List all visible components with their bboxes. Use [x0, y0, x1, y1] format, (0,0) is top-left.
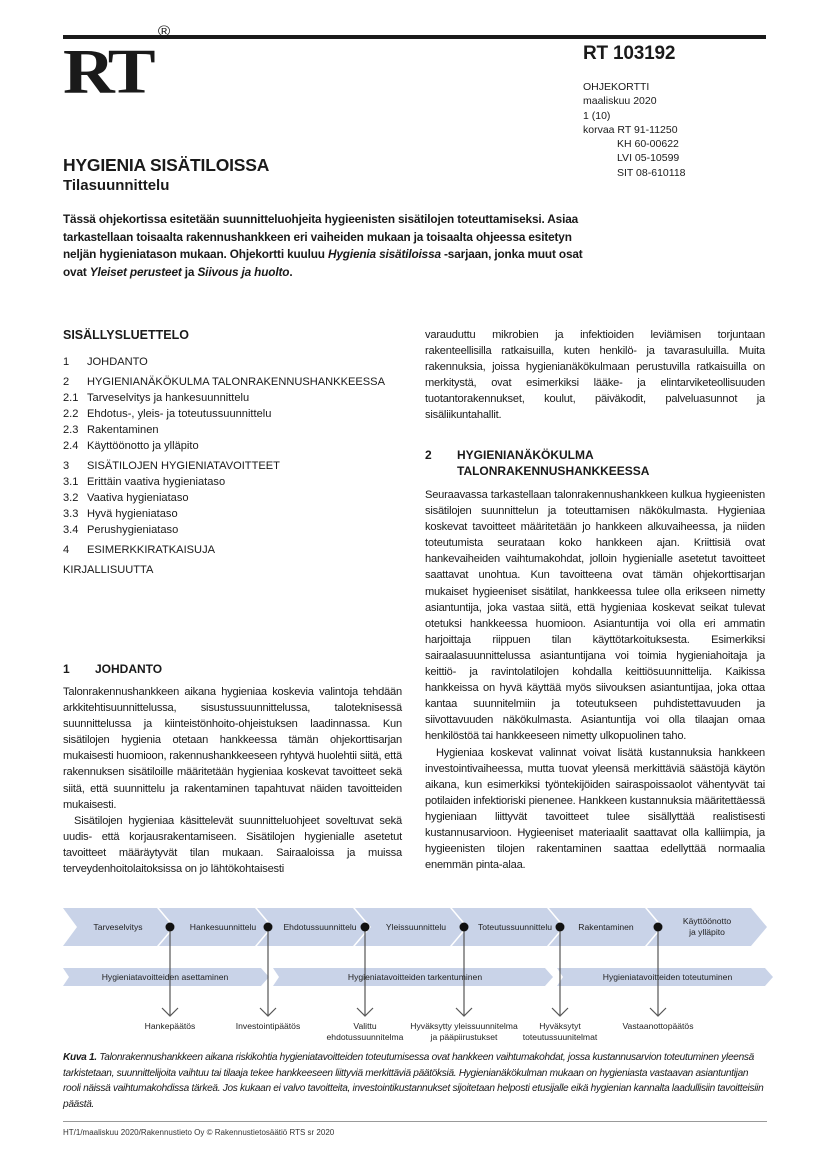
- page-footer: HT/1/maaliskuu 2020/Rakennustieto Oy © Rakennustietosäätiö RTS sr 2020: [63, 1128, 335, 1137]
- toc-item[interactable]: [63, 390, 385, 406]
- table-of-contents: [63, 354, 385, 578]
- toc-num: 3: [63, 460, 70, 472]
- section-title: TALONRAKENNUSHANKKEESSA: [457, 464, 650, 478]
- toc-label: Vaativa hygieniataso: [87, 492, 189, 504]
- figure-caption: [63, 1050, 767, 1112]
- toc-item[interactable]: [63, 458, 385, 474]
- phase-label: Tarveselvitys: [93, 922, 143, 932]
- toc-num: 2: [63, 376, 70, 388]
- toc-label: HYGIENIANÄKÖKULMA TALONRAKENNUSHANKKEESSA: [87, 376, 385, 388]
- toc-label: Tarveselvitys ja hankesuunnittelu: [87, 392, 250, 404]
- toc-num: 2.1: [63, 392, 79, 404]
- decision-label-line: ehdotussuunnitelma: [326, 1032, 404, 1042]
- paragraph: Sisätilojen hygieniaa käsittelevät suunnitteluohjeet soveltuvat sekä uudis- että korjausrakentamiseen. Sisätilojen hygienialle asetetut tavoitteet määräytyvät tilan mukaan. Sairaaloissa ja muissa terveydenhoitolaitoksissa on jo lähtökohtaisesti: [63, 814, 402, 876]
- replaces-item: SIT 08-610118: [617, 166, 686, 179]
- toc-item[interactable]: [63, 542, 385, 558]
- phase-label-line: ja ylläpito: [689, 927, 725, 937]
- section-1-heading: [63, 661, 162, 677]
- toc-item[interactable]: [63, 522, 385, 538]
- decision-label-line: ja pääpiirustukset: [430, 1032, 498, 1042]
- footer-rule: [63, 1121, 767, 1122]
- replaces-label: korvaa RT 91-11250: [583, 123, 678, 136]
- decision-label-line: Vastaanottopäätös: [622, 1021, 694, 1031]
- decision-label-line: Hyväksytyt: [539, 1021, 581, 1031]
- toc-num: 3.2: [63, 492, 79, 504]
- rt-logo: [63, 23, 171, 107]
- toc-num: 3.4: [63, 524, 79, 536]
- decision-label: [613, 1021, 703, 1032]
- toc-item[interactable]: [63, 474, 385, 490]
- decision-label-line: Investointipäätös: [235, 1021, 301, 1031]
- toc-label: Perushygieniataso: [87, 524, 179, 536]
- caption-label: Kuva 1.: [63, 1052, 97, 1063]
- decision-label-line: Hankepäätös: [144, 1021, 196, 1031]
- toc-item[interactable]: [63, 490, 385, 506]
- paragraph: varauduttu mikrobien ja infektioiden leviämisen torjuntaan rakenteellisilla ratkaisuilla, kuten henkilö- ja tavarasuluilla. Muita rakennuksia, joissa hygienianäkökulmaan perustuvilla ratkaisuilla on merkitystä, ovat esimerkiksi lääke- ja elintarviketeollisuuden tuotantorakennukset, koulut, päiväkodit, palveluasunnot ja sisäliikuntahallit.: [425, 329, 765, 422]
- toc-num: 1: [63, 356, 70, 368]
- section-title: JOHDANTO: [95, 662, 163, 676]
- section-number: 2: [425, 448, 432, 462]
- toc-num: 3.3: [63, 508, 79, 520]
- toc-label: Hyvä hygieniataso: [87, 508, 178, 520]
- decision-label: [317, 1021, 413, 1043]
- decision-label: [510, 1021, 610, 1043]
- lead-paragraph: [63, 211, 593, 281]
- toc-num: 2.3: [63, 424, 79, 436]
- toc-num: 2.2: [63, 408, 79, 420]
- decision-label: [218, 1021, 318, 1032]
- toc-label: Rakentaminen: [87, 424, 159, 436]
- toc-item[interactable]: [63, 406, 385, 422]
- document-number: RT 103192: [583, 43, 676, 64]
- toc-item[interactable]: [63, 506, 385, 522]
- section-title: HYGIENIANÄKÖKULMA: [457, 448, 594, 462]
- decision-label-line: Hyväksytty yleissuunnitelma: [410, 1021, 518, 1031]
- toc-label: Erittäin vaativa hygieniataso: [87, 476, 226, 488]
- phase-label: Hankesuunnittelu: [189, 922, 257, 932]
- toc-label: ESIMERKKIRATKAISUJA: [87, 544, 216, 556]
- lead-text: .: [289, 264, 293, 279]
- stage-label: Hygieniatavoitteiden tarkentuminen: [347, 972, 483, 982]
- toc-num: 3.1: [63, 476, 79, 488]
- toc-heading: SISÄLLYSLUETTELO: [63, 328, 189, 342]
- decision-label: [130, 1021, 210, 1032]
- phase-label: Ehdotussuunnittelu: [283, 922, 357, 932]
- section-2-body: [425, 487, 765, 873]
- toc-item[interactable]: [63, 354, 385, 370]
- replaces-item: LVI 05-10599: [617, 152, 680, 165]
- toc-label: SISÄTILOJEN HYGIENIATAVOITTEET: [87, 460, 280, 472]
- page-title: HYGIENIA SISÄTILOISSA: [63, 155, 270, 175]
- toc-label: KIRJALLISUUTTA: [63, 564, 154, 576]
- toc-label: Ehdotus-, yleis- ja toteutussuunnittelu: [87, 408, 272, 420]
- page-subtitle: Tilasuunnittelu: [63, 177, 170, 194]
- lead-text: -sarjaan, jonka muut osat ovat: [63, 247, 583, 279]
- toc-item[interactable]: [63, 422, 385, 438]
- lead-text: Tässä ohjekortissa esitetään suunnitteluohjeita hygieenisten sisätilojen toteuttamiseksi. Asiaa tarkastellaan toisaalta rakennushankkeen eri vaiheiden mukaan ja toisaalta ohjeessa esitetyn neljän hygieniatason mukaan. Ohjekortti kuuluu: [63, 212, 579, 262]
- toc-label: JOHDANTO: [87, 356, 148, 368]
- phase-label-line: Käyttöönotto: [682, 916, 732, 926]
- paragraph: Talonrakennushankkeen aikana hygieniaa koskevia valintoja tehdään arkkitehtisuunnittelussa, sisustussuunnittelussa, taloteknisessä suunnittelussa ja kiinteistönhoito-ohjeistuksen laadinnassa. Kun sisätilojen hygienia otetaan hankkeessa tämän ohjekorttisarjan mukaisesti huomioon, rakennushankkeeseen ryhtyvä huolehtii siitä, että rakennuksen sisätiloille määritetään hygieniaa koskevat tavoitteet sekä siitä, että suunnittelu ja rakentaminen tapahtuvat näiden tavoitteiden mukaisesti.: [63, 686, 402, 811]
- doc-date: maaliskuu 2020: [583, 95, 657, 108]
- section-2-heading: [425, 447, 649, 479]
- document-meta: [583, 80, 686, 180]
- paragraph: Hygieniaa koskevat valinnat voivat lisätä kustannuksia hankkeen investointivaiheessa, mutta tuovat yleensä merkittäviä säästöjä käytön aikana, kun esimerkiksi työntekijöiden sairaspoissaolot vähentyvät tai potilaiden infektioriski pienenee. Hankkeen kustannuksia määritettäessä hygieniaan liittyvät tavoitteet tulee sisällyttää realistisesti kustannusarvioon. Hygieeniset materiaalit saattavat olla kalliimpia, ja hygieenisten tilojen rakentaminen saattaa edellyttää normaalia enemmän pinta-alaa.: [425, 746, 765, 872]
- project-phase-diagram: [55, 900, 780, 1045]
- part-name: Yleiset perusteet: [89, 264, 182, 279]
- toc-num: 2.4: [63, 440, 79, 452]
- phase-label: Yleissuunnittelu: [385, 922, 447, 932]
- decision-label-line: toteutussuunitelmat: [522, 1032, 598, 1042]
- decision-label-line: Valittu: [353, 1021, 377, 1031]
- toc-item[interactable]: [63, 562, 385, 578]
- caption-text: Talonrakennushankkeen aikana riskikohtia hygieniatavoitteiden toteutumisessa ovat hankkeen vaihtumakohdat, jossa kustannusarvion toteutuminen yleensä tarkistetaan, suunnittelijoita vaihtuu tai tilaaja tekee hankkeeseen liittyviä merkittäviä päätöksiä. Hygienianäkökulman mukaan on hygieniasta vastaavan asiantuntijan rooli näissä vaihtumakohdissa tärkeä. Jos kukaan ei valvo tavoitteita, investointikustannukset sijoitetaan helposti etusijalle eikä hygienian kannalta laadullisiin tavoitteisiin päästä.: [63, 1052, 764, 1110]
- replaces-item: KH 60-00622: [617, 138, 679, 151]
- stage-label: Hygieniatavoitteiden asettaminen: [101, 972, 229, 982]
- section-1-body: [63, 684, 402, 877]
- phase-label: Rakentaminen: [578, 922, 634, 932]
- doc-pages: 1 (10): [583, 109, 611, 122]
- toc-item[interactable]: [63, 374, 385, 390]
- part-name: Siivous ja huolto: [197, 264, 290, 279]
- toc-num: 4: [63, 544, 70, 556]
- registered-mark: ®: [157, 23, 171, 40]
- stage-label: Hygieniatavoitteiden toteutuminen: [602, 972, 733, 982]
- toc-item[interactable]: [63, 438, 385, 454]
- phase-label: [667, 916, 747, 938]
- section-1-continued: [425, 327, 765, 424]
- paragraph: Seuraavassa tarkastellaan talonrakennushankkeen kulkua hygieenisten sisätilojen suunnittelun ja toteuttamisen näkökulmasta. Hygieniaa koskevat tavoitteet määritetään jo hankkeen alkuvaiheessa, ja niiden toteutumista seurataan koko hankkeen ajan. Kriittisiä ovat hankevaiheiden vaihtumakohdat, jolloin hygienialle asetetut tavoitteet saattavat unohtua. Kun tavoitteena ovat tämän ohjekorttisarjan mukaiset hygieeniset sisätilat, hankkeessa tulee olla erikseen nimetty asiantuntija, joka vastaa siitä, että hygieniaa koskevat seikat tulevat otetuksi hankkeessa huomioon. Asiantuntija voi olla eri ammatin harjoittaja riippuen tilan käyttötarkoituksesta. Esimerkiksi sairaalasuunnittelussa asiantuntijana voi toimia hygieniahoitaja ja keittiö- ja ravintolatilojen kohdalla keittiösuunnittelija. Kaikissa hankkeissa on hyvä käyttää myös siivouksen asiantuntijaa, joka ottaa kantaa suunnitelmiin ja toteutukseen puhdistettavuuden ja siivottavuuden näkökulmasta. Asiantuntija voi olla tilaajan omaa henkilöstöä tai hankkeeseen nimetty ulkopuolinen taho.: [425, 489, 765, 743]
- lead-text: ja: [181, 264, 198, 279]
- series-name: Hygienia sisätiloissa: [327, 247, 441, 262]
- decision-label: [405, 1021, 523, 1043]
- section-number: 1: [63, 662, 70, 676]
- doc-type: OHJEKORTTI: [583, 81, 650, 93]
- toc-label: Käyttöönotto ja ylläpito: [87, 440, 199, 452]
- logo-text: RT: [63, 35, 152, 107]
- phase-label: Toteutussuunnittelu: [477, 922, 553, 932]
